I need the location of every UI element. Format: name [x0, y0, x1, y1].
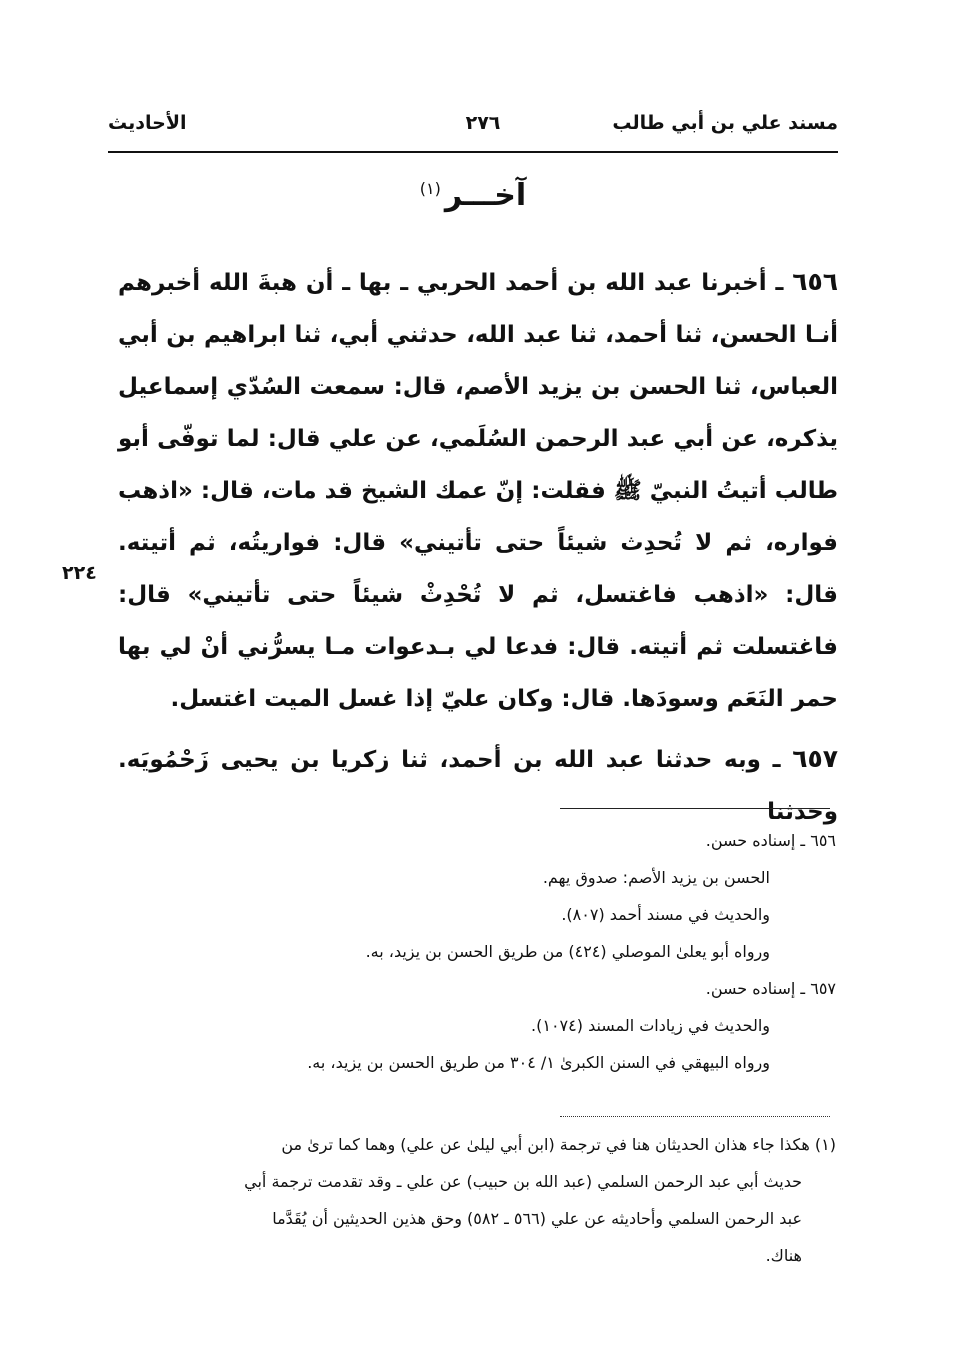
annotation-line [160, 1044, 836, 1081]
annotation-line [160, 822, 836, 859]
annotation-line [160, 859, 836, 896]
annotation-text: ورواه البيهقي في السنن الكبرىٰ ١/ ٣٠٤ من طريق الحسن بن يزيد، به. [307, 1053, 770, 1072]
footnote-line [112, 1237, 836, 1274]
annotation-text: والحديث في زيادات المسند (١٠٧٤). [531, 1016, 770, 1035]
footnote-marker: (١) [814, 1135, 836, 1154]
footnote-text: هناك. [765, 1246, 802, 1265]
section-footnote-ref: (١) [419, 179, 441, 198]
annotation-text: والحديث في مسند أحمد (٨٠٧). [561, 905, 770, 924]
annotation-text: ـ إسناده حسن. [705, 979, 806, 998]
footnote-divider [560, 1116, 830, 1117]
annotation-line [160, 896, 836, 933]
footnote-line [112, 1163, 836, 1200]
footnote-text: حديث أبي عبد الرحمن السلمي (عبد الله بن حبيب) عن علي ـ وقد تقدمت ترجمة أبي [244, 1172, 802, 1191]
section-name: الأحاديث [108, 112, 187, 134]
annotation-text: ورواه أبو يعلىٰ الموصلي (٤٢٤) من طريق الحسن بن يزيد، به. [365, 942, 770, 961]
footnote [112, 1126, 836, 1274]
page-number: ٢٧٦ [465, 112, 501, 134]
annotation-text: ـ إسناده حسن. [705, 831, 806, 850]
main-text [118, 256, 838, 838]
hadith-656 [118, 256, 838, 725]
footnote-line [112, 1200, 836, 1237]
annotation-number: ٦٥٧ [810, 979, 836, 998]
book-title: مسند علي بن أبي طالب [612, 112, 838, 134]
page-header [108, 112, 838, 148]
annotation-line [160, 933, 836, 970]
annotation-number: ٦٥٦ [810, 831, 836, 850]
section-heading-text: آخـــر [444, 178, 527, 213]
annotations [160, 822, 836, 1081]
hadith-number: ٦٥٧ [792, 744, 838, 773]
header-divider [108, 151, 838, 153]
annotation-text: الحسن بن يزيد الأصم: صدوق يهم. [542, 868, 770, 887]
margin-number: ٢٢٤ [62, 562, 97, 584]
notes-divider [560, 808, 830, 809]
annotation-line [160, 970, 836, 1007]
footnote-text: هكذا جاء هذان الحديثان هنا في ترجمة (ابن أبي ليلىٰ عن علي) وهما كما ترىٰ من [281, 1135, 810, 1154]
annotation-line [160, 1007, 836, 1044]
hadith-text: ـ أخبرنا عبد الله بن أحمد الحربي ـ بها ـ أن هبةَ الله أخبرهم أنـا الحسن، ثنا أحمد، ثنا عبد الله، حدثني أبي، ثنا ابراهيم بن أبي العباس، ثنا الحسن بن يزيد الأصم، قال: سمعت السُدّي إسماعيل يذكره، عن أبي عبد الرحمن السُلَمي، عن علي قال: لما توفّى أبو طالب أتيتُ النبيّ ﷺ فقلت: إنّ عمك الشيخ قد مات، قال: «اذهب فواره، ثم لا تُحدِث شيئاً حتى تأتيني» قال: فواريتُه، ثم أتيته. قال: «اذهب فاغتسل، ثم لا تُحْدِثْ شيئاً حتى تأتيني» قال: فاغتسلت ثم أتيته. قال: فدعا لي بـدعوات مـا يسرُّني أنْ لي بها حمر النَعَم وسودَها. قال: وكان عليّ إذا غسل الميت اغتسل. [118, 270, 838, 712]
hadith-number: ٦٥٦ [792, 267, 838, 296]
footnote-text: عبد الرحمن السلمي وأحاديثه عن علي (٥٦٦ ـ ٥٨٢) وحق هذين الحديثين أن يُقَدَّما [272, 1209, 802, 1228]
hadith-text: ـ وبه حدثنا عبد الله بن أحمد، ثنا زكريا بن يحيى زَحْمُويَه. وحدثنا [118, 747, 838, 825]
section-heading [108, 178, 838, 213]
footnote-line [112, 1126, 836, 1163]
